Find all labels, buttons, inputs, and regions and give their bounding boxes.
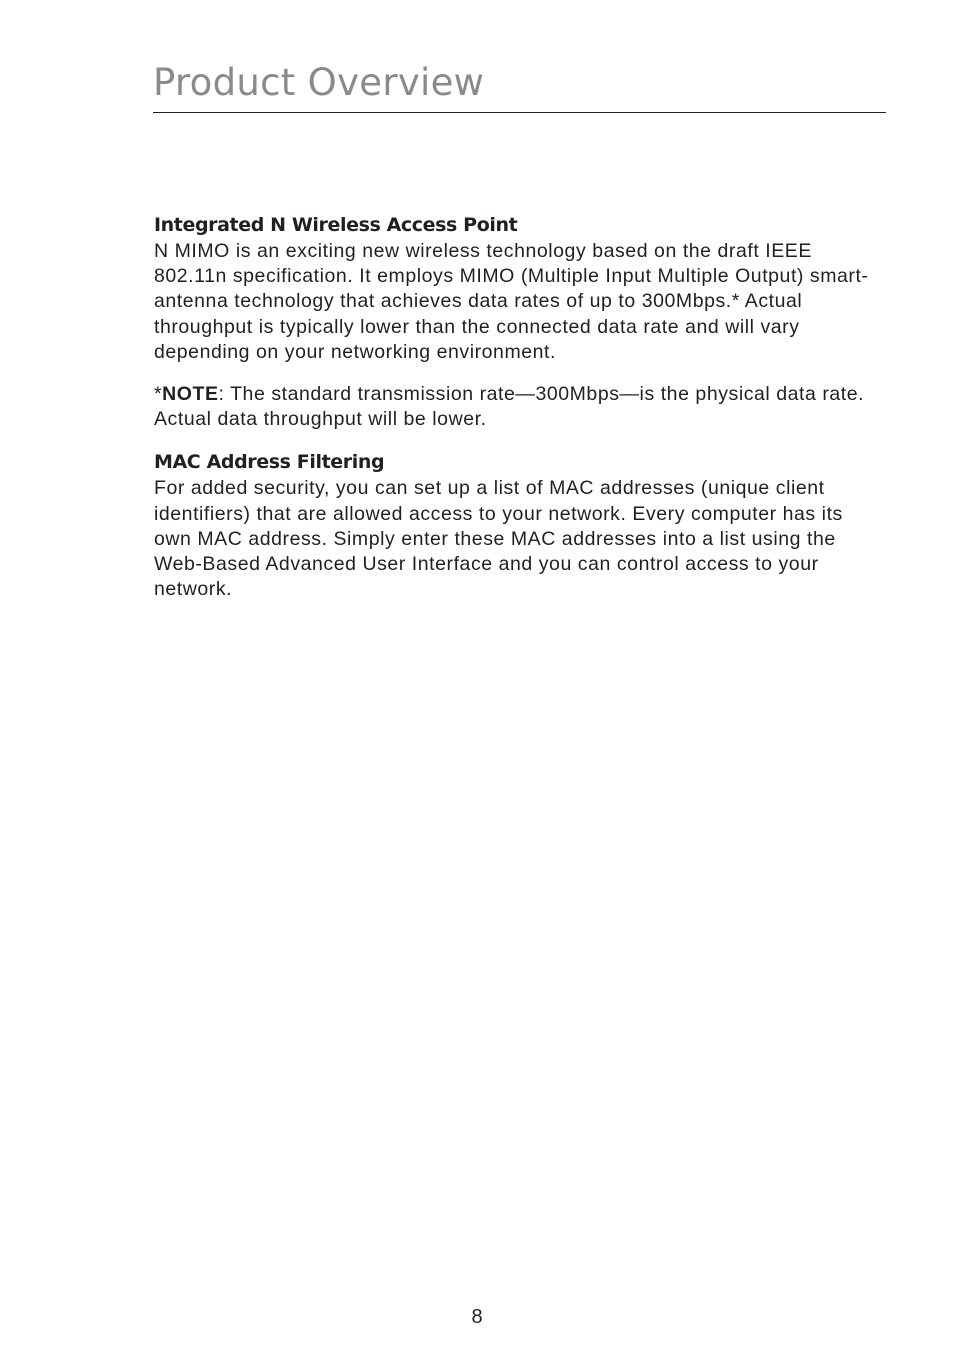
note-label: NOTE bbox=[162, 383, 219, 406]
page-content bbox=[154, 212, 874, 602]
section-integrated-n-wireless-access-point bbox=[154, 212, 874, 365]
section-body: N MIMO is an exciting new wireless technology based on the draft IEEE 802.11n specification. It employs MIMO (Multiple Input Multiple Output) smart-antenna technology that achieves data rates of up to 300Mbps.* Actual throughput is typically lower than the connected data rate and will vary depending on your networking environment. bbox=[154, 240, 869, 363]
note-text: : The standard transmission rate—300Mbps—is the physical data rate. Actual data throughput will be lower. bbox=[154, 383, 865, 431]
note-paragraph bbox=[154, 382, 874, 432]
page-title: Product Overview bbox=[153, 61, 485, 104]
page-number: 8 bbox=[471, 1306, 483, 1328]
page-header bbox=[153, 58, 886, 113]
header-rule bbox=[153, 112, 886, 113]
note-prefix: * bbox=[154, 383, 163, 406]
section-heading: MAC Address Filtering bbox=[154, 451, 385, 474]
section-heading: Integrated N Wireless Access Point bbox=[154, 214, 518, 236]
section-body: For added security, you can set up a list of MAC addresses (unique client identifiers) that are allowed access to your network. Every computer has its own MAC address. Simply enter these MAC addresses into a list using the Web-Based Advanced User Interface and you can control access to your network. bbox=[154, 477, 843, 601]
section-mac-address-filtering bbox=[154, 449, 874, 602]
